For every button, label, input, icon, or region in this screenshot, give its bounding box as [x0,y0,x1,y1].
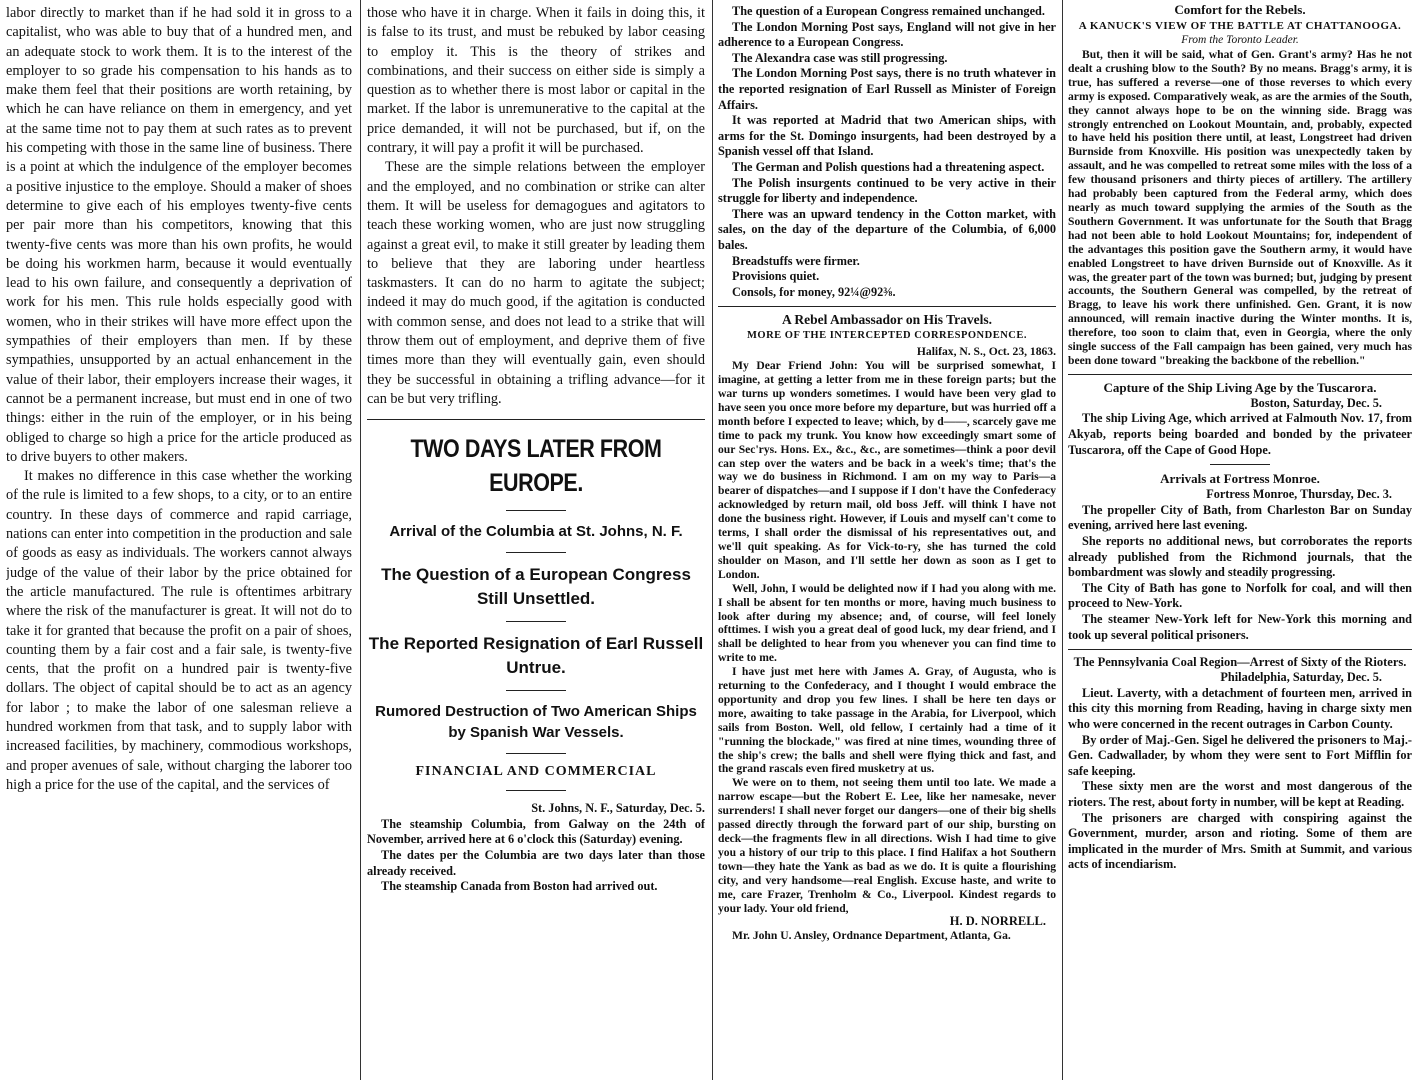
dateline: Philadelphia, Saturday, Dec. 5. [1220,670,1382,685]
paragraph: Breadstuffs were firmer. [732,253,860,268]
divider [1210,464,1270,465]
paragraph: She reports no additional news, but corroborates the reports already published from the Richmond journals, that the bombardment was slowly and steadily progressing. [1068,534,1412,580]
column-3 [718,4,1056,1080]
dateline: Halifax, N. S., Oct. 23, 1863. [916,345,1056,359]
deck-3: The Reported Resignation of Earl Russell Untrue. [368,634,704,678]
divider [718,306,1056,307]
paragraph: But, then it will be said, what of Gen. Grant's army? Has he not dealt a crushing blow to the South? By no means. Bragg's army, it is true, has suffered a reverse—one of those reverses to which every army is exposed. Comparatively weak, as are the armies of the South, they cannot always hope to be on the winning side. Bragg was strongly entrenched on Lookout Mountain, and, probably, expected to have held his position there until, at least, Longstreet had driven Burnside from Knoxville. His position was unexpectedly taken by assault, and he was compelled to retreat some miles with the loss of a few thousand prisoners and thirty pieces of artillery. The artillery had probably been captured from the Federal army, which does nearly as much toward supplying the armies of the South as the Southern Government. It was unfortunate for the South that Bragg had not been able to hold Lookout Mountains; for, independent of the advantages this position gave the Southern army, it would have enabled Longstreet to have driven Burnside out of Knoxville. As it was, the greater part of the town was burned; but, judging by present accounts, the Southern General was compelled, by the retreat of Bragg, to leave his work there unfinished. Gen. Grant, it is now announced, will remain inactive during the Winter months. It is, therefore, too soon to claim that, even in Georgia, where the only single success of the Fall campaign has been gained, very much has been done toward "breaking the backbone of the rebellion." [1068,48,1412,367]
paragraph: those who have it in charge. When it fails in doing this, it is false to its trust, and must be rebuked by labor ceasing to employ it. This is the theory of strikes and combinations, and their success on either side is simply a question as to whether there is most labor or capital in the market. If the labor is unremunerative to the capital at the price demanded, it will not be purchased, but if, on the contrary, it will pay a profit it will be purchased. [367,5,705,157]
article-headline: Comfort for the Rebels. [1174,2,1306,17]
paragraph: It makes no difference in this case whether the working of the rule is limited to a few shops, to a city, or to an entire country. In these days of commerce and rapid carriage, nations can enter into competition in the production and sale of goods as easy as individuals. The workers cannot always judge of the value of their labor by the price obtained for the article manufactured. The rule is oftentimes arbitrary where the risk of the manufacturer is great. It will not do to take it for granted that because the profit on a pair of shoes, counting them by a fair cost and a fair sale, is twenty-five cents, that the profit on a hundred pair is twenty-five dollars. The object of capital should be to act as an agency for labor ; to make the labor of one salesman relieve a hundred workmen from that task, and to supply labor with increased facilities, by machinery, commodious workshops, and proper avenues of sale, without charging the laborer too high a price for the use of the capital, and the services of [6,468,352,793]
divider [506,790,566,791]
paragraph: These sixty men are the worst and most dangerous of the rioters. The rest, about forty in number, will be kept at Reading. [1068,779,1412,809]
paragraph: I have just met here with James A. Gray, of Augusta, who is returning to the Confederacy, and I thought I would embrace the opportunity and drop you few lines. I shall be here ten days or more, awaiting to take passage in the Arabia, for Liverpool, which sails from Boston. Well, old fellow, I certainly had a time of it "running the blockade," was fired at nine times, wounding three of the ship's crew; the balls and shell were flying thick and fast, and the grand rascals even fired musketry at us. [718,665,1056,776]
paragraph: The London Morning Post says, there is no truth whatever in the reported resignation of Earl Russell as Minister of Foreign Affairs. [718,66,1056,112]
deck-1: Arrival of the Columbia at St. Johns, N. F. [389,523,683,541]
addressee: Mr. John U. Ansley, Ordnance Department, Atlanta, Ga. [732,929,1011,943]
paragraph: We were on to them, not seeing them until too late. We made a narrow escape—but the Robert E. Lee, like her namesake, never surrenders! I shall never forget our dangers—one of their big shells passed directly through the forward part of our ship, bursting on deck—the fragments flew in all directions. Wish I had time to give you a history of our trip to this place. I find Halifax a hot Southern town—they hate the Yank as bad as we do. It is quite a flourishing city, and very handsome—real English. Excuse haste, and write to me, care Frazer, Trenholm & Co., Liverpool. Kindest regards to your lady. Your old friend, [718,776,1056,915]
divider [506,621,566,622]
divider [506,690,566,691]
signature: H. D. NORRELL. [949,914,1046,929]
column-rule-3 [1062,0,1063,1080]
article-subhead: MORE OF THE INTERCEPTED CORRESPONDENCE. [747,330,1027,342]
divider [1068,649,1412,650]
paragraph: It was reported at Madrid that two American ships, with arms for the St. Domingo insurgents, had been destroyed by a Spanish vessel off that Island. [718,113,1056,159]
paragraph: The dates per the Columbia are two days later than those already received. [367,848,705,878]
deck-2: The Question of a European Congress Still Unsettled. [381,565,691,609]
dateline: Fortress Monroe, Thursday, Dec. 3. [1206,487,1392,502]
paragraph: The London Morning Post says, England will not give in her adherence to a European Congress. [718,19,1056,50]
paragraph: Provisions quiet. [732,269,820,284]
divider [1068,374,1412,375]
divider [367,419,705,420]
paragraph: The prisoners are charged with conspiring against the Government, murder, arson and rioting. Some of them are implicated in the murder of Mrs. Smith at Summit, and various acts of incendiarism. [1068,810,1412,872]
paragraph: By order of Maj.-Gen. Sigel he delivered the prisoners to Maj.-Gen. Cadwallader, by whom they were sent to Fort Mifflin for safe keeping. [1068,732,1412,778]
column-rule-1 [360,0,361,1080]
paragraph: Consols, for money, 92¼@92⅜. [732,284,896,299]
paragraph: The ship Living Age, which arrived at Falmouth Nov. 17, from Akyab, reports being boarded and bonded by the privateer Tuscarora, off the Cape of Good Hope. [1068,411,1412,457]
paragraph: These are the simple relations between the employer and the employed, and no combination or strike can alter them. It will be useless for demagogues and agitators to teach these working women, who are just now struggling against a great evil, to make it still greater by leading them to believe that they are laboring under heartless taskmasters. It can do no harm to agitate the subject; indeed it may do much good, if the agitation is conducted with common sense, and does not lead to a strike that will throw them out of employment, and deprive them of five times more than they will eventually gain, even should they be successful in obtaining a trifling advance—for it can be but very trifling. [367,159,705,407]
paragraph: The question of a European Congress remained unchanged. [732,4,1045,18]
paragraph: The Polish insurgents continued to be very active in their struggle for liberty and independence. [718,175,1056,206]
paragraph: The City of Bath has gone to Norfolk for coal, and will then proceed to New-York. [1068,580,1412,611]
paragraph: The propeller City of Bath, from Charleston Bar on Sunday evening, arrived here last evening. [1068,502,1412,533]
main-headline: TWO DAYS LATER FROM EUROPE. [410,435,662,498]
article-subhead: A KANUCK'S VIEW OF THE BATTLE AT CHATTANOOGA. [1078,20,1402,32]
article-headline: A Rebel Ambassador on His Travels. [781,312,993,328]
dateline: St. Johns, N. F., Saturday, Dec. 5. [531,801,705,816]
paragraph: The steamship Canada from Boston had arrived out. [381,879,658,894]
dateline: Boston, Saturday, Dec. 5. [1250,395,1382,410]
article-headline: Capture of the Ship Living Age by the Tuscarora. [1103,379,1377,395]
column-1 [6,4,352,1080]
paragraph: There was an upward tendency in the Cotton market, with sales, on the day of the departure of the Columbia, of 6,000 bales. [718,206,1056,252]
column-2 [367,4,705,1080]
column-4 [1068,2,1412,1080]
paragraph: labor directly to market than if he had sold it in gross to a capitalist, who was able to buy that of a hundred men, and an adequate stock to work them. It is to the interest of the employer to so grade his compensation to his hands as to make them feel that their positions are worth retaining, by which he can have reliance on them in emergency, and yet at the same time not to pay them at such rates as to prevent his competing with those in the same line of business. There is a point at which the indulgence of the employer becomes a positive injustice to the employe. Should a maker of shoes determine to give each of his employes twenty-five cents per pair more than his competitors, knowing that this twenty-five cents was more than his own profits, he would be doing his workmen harm, because it would eventually lead to his own failure, and consequently a deprivation of work for his men. This rule holds especially good with women, who in their strikes will have more effect upon the sympathies of their employers than men. If by these sympathies, unsupported by an actual enhancement in the value of their labor, their employers increase their wages, it cannot be a permanent increase, but must end in one of two things: either in the ruin of the employer, or in his being obliged to charge so high a price for the article produced as to drive buyers to other makers. [6,5,352,465]
deck-4: Rumored Destruction of Two American Ships by Spanish War Vessels. [375,703,697,742]
paragraph: The steamship Columbia, from Galway on the 24th of November, arrived here at 6 o'clock this (Saturday) evening. [367,816,705,847]
paragraph: Well, John, I would be delighted now if I had you along with me. I shall be absent for ten months or more, having much business to look after during my absence; and, of course, will feel lonely ofttimes. I wish you a great deal of good luck, my dear friend, and I shall be delighted to hear from you whenever you can find time to write to me. [718,581,1056,665]
source-line: From the Toronto Leader. [1181,34,1299,46]
divider [506,510,566,511]
divider [506,552,566,553]
paragraph: Lieut. Laverty, with a detachment of fourteen men, arrived in this city this morning from Reading, having in charge sixty men who were concerned in the recent outrages in Carbon County. [1068,685,1412,731]
section-title: FINANCIAL AND COMMERCIAL [415,764,657,780]
paragraph: My Dear Friend John: You will be surprised somewhat, I imagine, at getting a letter from me in these foreign parts; but the war turns up wonders sometimes. I would have been very glad to have seen you once more before my departure, but was hurried off a month before I expected to leave; which, by d——, scarcely gave me time to pack my trunk. You know how exceedingly smart some of our Sec'rys. Hons. Ex., &c., &c., are sometimes—think a poor devil can step over the waters and be back in a week's time; that's the way we do business in Richmond. I am on my way to Paris—a bearer of dispatches—and I suppose if I don't have the Confederacy acknowledged by return mail, old boss Jeff. will think I have not done the business right. However, if Louis and myself can't come to terms, I shall order the dismissal of his representatives out, and we'll quit speaking. As for Vick-to-ry, she has turned the cold shoulder on Mason, and I'll settle her down as soon as I get to London. [718,359,1056,581]
paragraph: The Alexandra case was still progressing. [732,50,948,65]
article-headline: Arrivals at Fortress Monroe. [1160,471,1320,487]
column-rule-2 [712,0,713,1080]
paragraph: The German and Polish questions had a threatening aspect. [732,159,1045,174]
paragraph: The steamer New-York left for New-York this morning and took up several political prisoners. [1068,611,1412,642]
article-headline: The Pennsylvania Coal Region—Arrest of Sixty of the Rioters. [1073,655,1407,670]
divider [506,753,566,754]
